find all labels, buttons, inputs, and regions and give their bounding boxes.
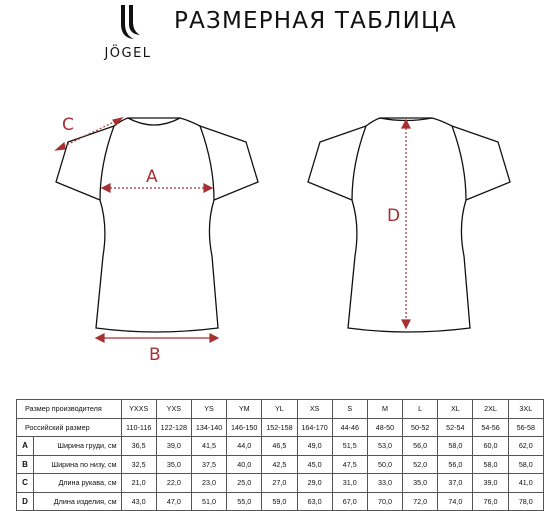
table-cell: 67,0 (332, 492, 367, 511)
table-row-b (17, 455, 544, 474)
row-letter: D (17, 492, 34, 511)
size-header: 3XL (508, 400, 543, 419)
size-header: YXS (156, 400, 191, 419)
table-row-c (17, 474, 544, 493)
size-header: L (403, 400, 438, 419)
size-header: YL (262, 400, 297, 419)
size-header: XL (438, 400, 473, 419)
label-d: D (387, 206, 401, 226)
table-cell: 27,0 (262, 474, 297, 493)
table-cell: 74,0 (438, 492, 473, 511)
table-cell: 21,0 (121, 474, 156, 493)
table-row-a (17, 437, 544, 456)
table-cell: 122-128 (156, 418, 191, 437)
table-cell: 134-140 (191, 418, 226, 437)
table-cell: 31,0 (332, 474, 367, 493)
table-cell: 54-56 (473, 418, 508, 437)
table-cell: 47,5 (332, 455, 367, 474)
size-header: YXXS (121, 400, 156, 419)
table-cell: 33,0 (367, 474, 402, 493)
table-cell: 110-116 (121, 418, 156, 437)
table-cell: 25,0 (227, 474, 262, 493)
table-cell: 35,0 (403, 474, 438, 493)
table-cell: 58,0 (508, 455, 543, 474)
table-cell: 58,0 (438, 437, 473, 456)
table-cell: 51,5 (332, 437, 367, 456)
shirt-back (308, 118, 510, 332)
table-row-d (17, 492, 544, 511)
label-c: C (62, 115, 74, 135)
size-header: 2XL (473, 400, 508, 419)
row-label: Длина изделия, см (34, 492, 121, 511)
brand-logo (96, 4, 160, 66)
table-cell: 44,0 (227, 437, 262, 456)
table-cell: 59,0 (262, 492, 297, 511)
russian-size-label: Российский размер (17, 418, 122, 437)
table-cell: 37,0 (438, 474, 473, 493)
table-row-russian-size (17, 418, 544, 437)
table-cell: 56-58 (508, 418, 543, 437)
table-cell: 50,0 (367, 455, 402, 474)
size-header: XS (297, 400, 332, 419)
size-header: M (367, 400, 402, 419)
row-letter: A (17, 437, 34, 456)
table-header-row (17, 400, 544, 419)
table-cell: 72,0 (403, 492, 438, 511)
table-cell: 40,0 (227, 455, 262, 474)
table-cell: 60,0 (473, 437, 508, 456)
table-cell: 32,5 (121, 455, 156, 474)
page-title: РАЗМЕРНАЯ ТАБЛИЦА (174, 8, 457, 34)
table-cell: 164-170 (297, 418, 332, 437)
table-cell: 29,0 (297, 474, 332, 493)
table-cell: 35,0 (156, 455, 191, 474)
size-header: S (332, 400, 367, 419)
table-cell: 39,0 (473, 474, 508, 493)
table-cell: 62,0 (508, 437, 543, 456)
table-cell: 44-46 (332, 418, 367, 437)
table-cell: 63,0 (297, 492, 332, 511)
table-cell: 50-52 (403, 418, 438, 437)
table-cell: 52-54 (438, 418, 473, 437)
table-cell: 49,0 (297, 437, 332, 456)
table-cell: 76,0 (473, 492, 508, 511)
table-cell: 42,5 (262, 455, 297, 474)
table-cell: 70,0 (367, 492, 402, 511)
row-letter: B (17, 455, 34, 474)
table-cell: 45,0 (297, 455, 332, 474)
brand-name: JÖGEL (104, 46, 152, 61)
table-cell: 47,0 (156, 492, 191, 511)
table-cell: 53,0 (367, 437, 402, 456)
label-b: B (149, 345, 161, 365)
table-cell: 56,0 (403, 437, 438, 456)
table-cell: 39,0 (156, 437, 191, 456)
table-cell: 37,5 (191, 455, 226, 474)
size-header: YS (191, 400, 226, 419)
size-table (16, 399, 544, 511)
table-cell: 146-150 (227, 418, 262, 437)
row-label: Ширина груди, см (34, 437, 121, 456)
table-cell: 46,5 (262, 437, 297, 456)
table-cell: 56,0 (438, 455, 473, 474)
table-cell: 41,0 (508, 474, 543, 493)
header-label: Размер производителя (17, 400, 122, 419)
table-cell: 41,5 (191, 437, 226, 456)
size-header: YM (227, 400, 262, 419)
row-label: Ширина по низу, см (34, 455, 121, 474)
label-a: A (146, 167, 158, 187)
table-cell: 22,0 (156, 474, 191, 493)
row-letter: C (17, 474, 34, 493)
table-cell: 152-158 (262, 418, 297, 437)
table-cell: 43,0 (121, 492, 156, 511)
shirt-front (56, 118, 258, 332)
table-cell: 58,0 (473, 455, 508, 474)
table-cell: 55,0 (227, 492, 262, 511)
row-label: Длина рукава, см (34, 474, 121, 493)
table-cell: 36,5 (121, 437, 156, 456)
table-cell: 78,0 (508, 492, 543, 511)
table-cell: 23,0 (191, 474, 226, 493)
table-cell: 52,0 (403, 455, 438, 474)
jogel-logo-icon (112, 4, 144, 44)
table-cell: 51,0 (191, 492, 226, 511)
garment-diagram (0, 96, 560, 396)
table-cell: 48-50 (367, 418, 402, 437)
